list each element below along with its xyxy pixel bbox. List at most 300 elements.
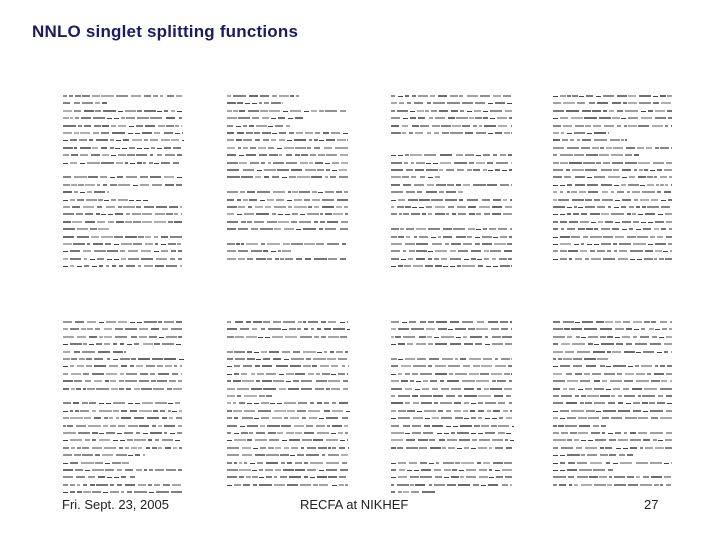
formula-glyph	[273, 380, 284, 382]
formula-panel-5	[62, 318, 184, 496]
formula-glyph	[303, 365, 311, 367]
formula-glyph	[263, 139, 269, 141]
formula-glyph	[125, 469, 133, 471]
formula-glyph	[568, 462, 575, 464]
formula-glyph	[634, 329, 639, 330]
formula-glyph	[660, 176, 666, 178]
formula-glyph	[553, 328, 563, 330]
formula-glyph	[599, 154, 609, 156]
formula-glyph	[340, 258, 346, 260]
formula-glyph	[247, 351, 252, 353]
formula-glyph	[423, 380, 428, 382]
formula-glyph	[93, 117, 105, 119]
formula-glyph	[165, 154, 175, 156]
formula-glyph	[419, 236, 428, 238]
formula-glyph	[634, 199, 638, 201]
formula-glyph	[99, 322, 104, 323]
formula-glyph	[391, 155, 396, 156]
formula-glyph	[82, 402, 88, 404]
formula-glyph	[72, 221, 82, 223]
formula-glyph	[227, 250, 236, 252]
formula-glyph	[590, 213, 600, 215]
formula-glyph	[650, 410, 663, 412]
formula-glyph	[510, 410, 512, 412]
formula-glyph	[172, 484, 181, 486]
formula-glyph	[345, 432, 348, 434]
formula-glyph	[495, 470, 500, 471]
formula-glyph	[484, 250, 489, 252]
formula-glyph	[464, 343, 473, 345]
formula-glyph	[274, 476, 277, 478]
formula-glyph	[560, 258, 567, 260]
formula-glyph	[87, 388, 95, 390]
formula-glyph	[587, 133, 592, 134]
formula-glyph	[419, 207, 424, 208]
formula-glyph	[240, 426, 245, 427]
formula-glyph	[439, 439, 445, 441]
formula-glyph	[495, 169, 499, 171]
formula-glyph	[290, 365, 301, 367]
formula-glyph	[319, 228, 322, 230]
formula-glyph	[622, 229, 627, 230]
formula-glyph	[63, 206, 70, 208]
formula-glyph	[622, 169, 631, 171]
formula-glyph	[121, 410, 127, 412]
formula-glyph	[578, 228, 585, 230]
formula-glyph	[96, 484, 107, 486]
formula-glyph	[448, 329, 453, 330]
formula-glyph	[608, 469, 613, 471]
formula-glyph	[493, 462, 502, 464]
formula-glyph	[235, 358, 245, 360]
formula-glyph	[131, 358, 136, 360]
formula-glyph	[156, 258, 167, 260]
formula-glyph	[658, 214, 663, 215]
formula-glyph	[574, 132, 586, 134]
formula-glyph	[477, 321, 485, 323]
formula-glyph	[435, 343, 447, 345]
formula-glyph	[176, 184, 182, 186]
formula-glyph	[142, 132, 152, 134]
formula-glyph	[391, 95, 395, 97]
formula-glyph	[473, 184, 485, 186]
formula-glyph	[492, 213, 501, 215]
formula-glyph	[459, 199, 464, 201]
formula-glyph	[237, 199, 241, 201]
formula-glyph	[181, 373, 182, 375]
formula-glyph	[442, 132, 449, 134]
formula-glyph	[587, 177, 592, 178]
formula-glyph	[558, 358, 562, 360]
formula-glyph	[261, 243, 266, 245]
formula-glyph	[320, 221, 324, 223]
formula-glyph	[553, 221, 558, 223]
formula-glyph	[560, 455, 565, 456]
formula-glyph	[405, 373, 410, 375]
formula-glyph	[432, 388, 438, 390]
formula-glyph	[391, 132, 401, 134]
formula-glyph	[391, 200, 396, 201]
formula-glyph	[166, 117, 176, 119]
formula-glyph	[227, 95, 231, 97]
formula-glyph	[227, 206, 237, 208]
formula-glyph	[314, 139, 317, 141]
formula-glyph	[293, 351, 300, 353]
formula-glyph	[581, 337, 586, 338]
formula-glyph	[316, 425, 325, 427]
formula-glyph	[273, 358, 281, 360]
formula-glyph	[395, 336, 400, 338]
formula-glyph	[588, 417, 599, 419]
formula-glyph	[304, 111, 309, 112]
formula-glyph	[435, 265, 442, 267]
formula-glyph	[303, 321, 307, 323]
formula-glyph	[153, 95, 158, 97]
formula-glyph	[471, 403, 476, 404]
formula-glyph	[94, 125, 101, 127]
formula-glyph	[144, 265, 152, 267]
formula-glyph	[168, 410, 171, 412]
formula-glyph	[325, 191, 334, 193]
formula-glyph	[618, 258, 628, 260]
formula-glyph	[603, 162, 610, 164]
formula-glyph	[488, 321, 499, 323]
formula-glyph	[569, 221, 578, 223]
formula-glyph	[436, 321, 446, 323]
formula-glyph	[85, 380, 92, 382]
formula-glyph	[175, 133, 180, 134]
formula-glyph	[606, 389, 611, 390]
formula-glyph	[437, 433, 442, 434]
formula-glyph	[243, 484, 251, 486]
formula-glyph	[606, 462, 610, 464]
formula-glyph	[553, 191, 557, 193]
formula-panel-8	[552, 318, 674, 494]
formula-glyph	[63, 402, 71, 404]
formula-glyph	[128, 258, 140, 260]
formula-glyph	[123, 206, 135, 208]
formula-glyph	[563, 388, 567, 390]
formula-glyph	[644, 258, 653, 260]
formula-glyph	[320, 213, 323, 215]
formula-glyph	[297, 454, 304, 456]
formula-glyph	[641, 328, 646, 330]
formula-glyph	[257, 170, 262, 171]
formula-glyph	[115, 213, 123, 215]
formula-glyph	[553, 154, 557, 156]
formula-glyph	[561, 447, 572, 449]
formula-glyph	[483, 117, 488, 119]
formula-glyph	[477, 259, 482, 260]
formula-glyph	[317, 402, 322, 404]
formula-glyph	[500, 321, 508, 323]
formula-glyph	[106, 206, 116, 208]
formula-glyph	[553, 366, 558, 367]
formula-glyph	[100, 176, 107, 178]
formula-glyph	[156, 206, 168, 208]
formula-glyph	[112, 132, 124, 134]
formula-glyph	[63, 388, 69, 390]
formula-glyph	[308, 410, 320, 412]
formula-glyph	[239, 402, 245, 404]
formula-glyph	[448, 206, 454, 208]
formula-glyph	[126, 176, 137, 178]
formula-glyph	[403, 425, 410, 427]
formula-glyph	[613, 463, 618, 464]
formula-glyph	[427, 336, 432, 338]
formula-glyph	[296, 132, 303, 134]
formula-glyph	[272, 417, 282, 419]
formula-glyph	[642, 206, 646, 208]
formula-glyph	[397, 447, 403, 449]
formula-glyph	[249, 432, 253, 434]
formula-glyph	[622, 336, 629, 338]
formula-glyph	[417, 191, 422, 193]
formula-glyph	[496, 162, 508, 164]
formula-glyph	[440, 162, 451, 164]
formula-glyph	[287, 140, 292, 141]
formula-glyph	[603, 236, 613, 238]
formula-glyph	[493, 199, 501, 201]
formula-glyph	[289, 132, 294, 134]
formula-glyph	[267, 258, 272, 260]
formula-glyph	[432, 425, 443, 427]
formula-glyph	[118, 206, 121, 208]
formula-glyph	[87, 328, 93, 330]
formula-glyph	[134, 491, 147, 493]
formula-glyph	[619, 243, 631, 245]
formula-glyph	[665, 439, 672, 441]
formula-panel-1	[62, 92, 184, 270]
formula-glyph	[451, 388, 461, 390]
formula-glyph	[391, 477, 396, 478]
formula-glyph	[259, 469, 263, 471]
formula-glyph	[636, 462, 648, 464]
formula-glyph	[92, 95, 101, 97]
formula-glyph	[464, 395, 477, 397]
formula-glyph	[121, 258, 126, 260]
formula-glyph	[266, 476, 272, 478]
formula-glyph	[574, 206, 577, 208]
formula-glyph	[614, 484, 626, 486]
formula-glyph	[104, 328, 113, 330]
formula-glyph	[577, 476, 588, 478]
formula-glyph	[178, 380, 182, 382]
formula-glyph	[650, 343, 662, 345]
formula-glyph	[328, 454, 339, 456]
formula-glyph	[435, 176, 439, 178]
formula-glyph	[456, 154, 463, 156]
formula-glyph	[671, 351, 672, 353]
formula-glyph	[76, 476, 85, 478]
formula-glyph	[137, 322, 142, 323]
formula-glyph	[567, 95, 570, 97]
formula-glyph	[158, 425, 162, 427]
formula-glyph	[328, 258, 337, 260]
formula-glyph	[155, 243, 158, 245]
formula-glyph	[408, 199, 418, 201]
formula-glyph	[424, 154, 437, 156]
formula-glyph	[597, 102, 609, 104]
formula-glyph	[654, 373, 663, 375]
formula-glyph	[76, 213, 83, 215]
formula-panel-2	[226, 92, 350, 268]
formula-glyph	[460, 425, 473, 427]
formula-glyph	[124, 432, 133, 434]
formula-glyph	[444, 433, 449, 434]
formula-glyph	[92, 410, 96, 412]
formula-glyph	[246, 336, 257, 338]
formula-glyph	[660, 417, 672, 419]
formula-glyph	[113, 410, 120, 412]
formula-glyph	[234, 373, 239, 375]
formula-glyph	[583, 236, 588, 238]
formula-glyph	[82, 351, 94, 353]
formula-glyph	[80, 192, 85, 193]
formula-glyph	[63, 110, 72, 112]
formula-glyph	[339, 447, 345, 449]
formula-glyph	[92, 447, 102, 449]
formula-glyph	[63, 492, 68, 493]
formula-glyph	[640, 199, 649, 201]
formula-glyph	[601, 243, 612, 245]
formula-glyph	[451, 110, 458, 112]
formula-glyph	[443, 228, 452, 230]
formula-glyph	[645, 447, 653, 449]
formula-glyph	[95, 462, 103, 464]
formula-glyph	[285, 336, 297, 338]
formula-glyph	[74, 380, 82, 382]
formula-glyph	[451, 243, 461, 245]
formula-glyph	[97, 221, 105, 223]
formula-glyph	[398, 476, 407, 478]
formula-glyph	[478, 433, 483, 434]
formula-glyph	[435, 373, 447, 375]
formula-glyph	[405, 206, 411, 208]
formula-glyph	[666, 162, 671, 164]
formula-glyph	[63, 176, 71, 178]
formula-glyph	[247, 258, 253, 260]
formula-glyph	[143, 343, 153, 345]
formula-glyph	[666, 395, 672, 397]
formula-glyph	[121, 491, 125, 493]
formula-glyph	[233, 410, 242, 412]
formula-glyph	[134, 343, 139, 345]
formula-glyph	[331, 365, 338, 367]
formula-glyph	[244, 410, 256, 412]
formula-glyph	[658, 395, 663, 397]
formula-glyph	[153, 388, 163, 390]
formula-glyph	[288, 118, 293, 119]
formula-glyph	[81, 328, 86, 330]
formula-glyph	[615, 328, 624, 330]
formula-glyph	[411, 176, 416, 178]
formula-glyph	[594, 344, 599, 345]
formula-glyph	[257, 373, 264, 375]
formula-glyph	[657, 169, 662, 171]
formula-glyph	[655, 147, 658, 149]
formula-glyph	[415, 484, 426, 486]
formula-glyph	[90, 228, 97, 230]
formula-glyph	[99, 433, 104, 434]
formula-glyph	[164, 358, 175, 360]
formula-glyph	[490, 118, 495, 119]
formula-glyph	[332, 485, 337, 486]
formula-glyph	[267, 221, 277, 223]
formula-glyph	[391, 102, 397, 104]
formula-glyph	[252, 476, 257, 478]
formula-glyph	[239, 469, 251, 471]
formula-glyph	[641, 111, 646, 112]
formula-glyph	[114, 118, 119, 119]
formula-glyph	[666, 432, 672, 434]
formula-glyph	[63, 200, 68, 201]
formula-glyph	[635, 343, 647, 345]
formula-glyph	[300, 162, 308, 164]
formula-glyph	[112, 462, 120, 464]
formula-glyph	[479, 469, 487, 471]
formula-glyph	[498, 432, 504, 434]
formula-glyph	[571, 328, 581, 330]
formula-glyph	[77, 236, 89, 238]
formula-glyph	[338, 373, 345, 375]
formula-glyph	[237, 214, 242, 215]
formula-glyph	[470, 410, 475, 412]
formula-glyph	[553, 250, 558, 252]
formula-glyph	[553, 185, 558, 186]
formula-glyph	[561, 132, 564, 134]
formula-glyph	[633, 410, 642, 412]
formula-glyph	[600, 147, 604, 149]
formula-glyph	[628, 184, 640, 186]
formula-glyph	[612, 351, 620, 353]
formula-glyph	[307, 447, 316, 449]
formula-glyph	[639, 95, 651, 97]
formula-glyph	[227, 199, 234, 201]
formula-glyph	[227, 328, 237, 330]
formula-glyph	[289, 176, 295, 178]
formula-glyph	[304, 432, 314, 434]
formula-glyph	[247, 403, 252, 404]
formula-glyph	[575, 184, 584, 186]
formula-glyph	[75, 469, 83, 471]
formula-glyph	[243, 139, 252, 141]
formula-glyph	[234, 439, 246, 441]
formula-glyph	[446, 169, 454, 171]
formula-glyph	[63, 440, 68, 441]
formula-glyph	[477, 462, 481, 464]
formula-glyph	[103, 110, 116, 112]
formula-glyph	[553, 244, 558, 245]
formula-glyph	[604, 373, 615, 375]
formula-glyph	[136, 200, 141, 201]
formula-glyph	[138, 265, 141, 267]
formula-glyph	[161, 236, 168, 238]
formula-glyph	[570, 432, 576, 434]
formula-glyph	[80, 132, 90, 134]
formula-glyph	[561, 395, 572, 397]
formula-glyph	[500, 154, 506, 156]
formula-glyph	[312, 191, 317, 193]
formula-glyph	[70, 343, 82, 345]
formula-glyph	[239, 110, 245, 112]
formula-glyph	[291, 447, 298, 449]
formula-glyph	[125, 110, 136, 112]
formula-glyph	[553, 132, 559, 134]
formula-glyph	[457, 432, 469, 434]
formula-glyph	[85, 184, 95, 186]
formula-glyph	[561, 432, 568, 434]
